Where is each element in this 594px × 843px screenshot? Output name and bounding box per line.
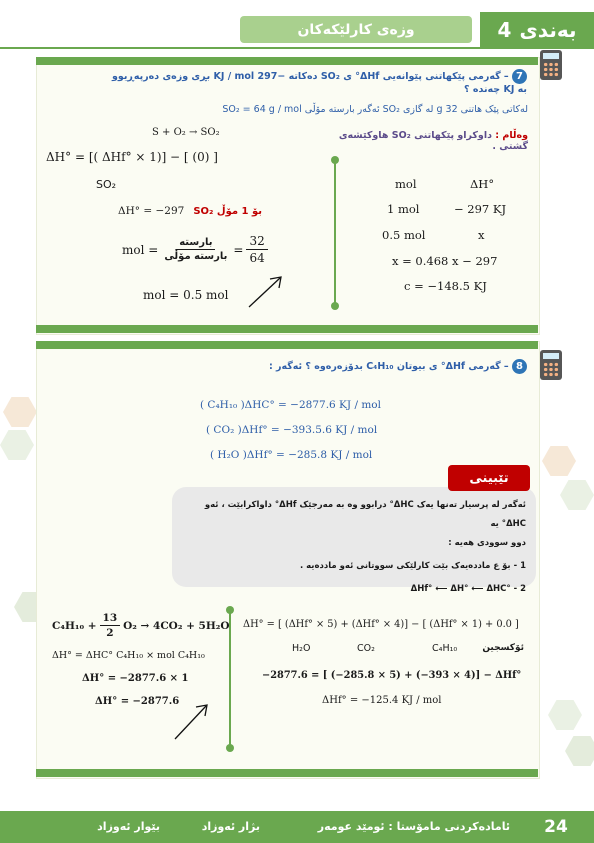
question-8-bottom-bar [36, 769, 538, 777]
combustion-equation [52, 612, 230, 639]
question-number: 8 [512, 359, 527, 374]
note-item: 1 - بۆ ع ماددەیەک بێت کارلێکی سووتانی ئەو ماددەیە . [299, 561, 526, 571]
x-calculation: x = 0.468 x − 297 [392, 254, 498, 268]
given-data-item: ( H₂O )ΔHf° = −285.8 KJ / mol [210, 449, 373, 461]
page-number: 24 [544, 817, 568, 837]
fraction-numerator: 13 [100, 612, 121, 626]
hess-substitution: −2877.6 = [ (−285.8 × 5) + (−393 × 4)] − ΔHf° [262, 670, 522, 681]
label-h2o: H₂O [292, 643, 311, 654]
decor-hexagon [0, 430, 34, 460]
fraction-numerator: بارستە [176, 237, 215, 250]
enthalpy-formula: ΔH° = [( ΔHf° × 1)] − [ (0) ] [46, 150, 218, 164]
label-co2: CO₂ [357, 643, 375, 654]
fraction-denominator: بارستە مۆڵی [164, 251, 228, 262]
calculator-icon [540, 50, 562, 80]
fraction-denominator: 64 [249, 251, 265, 265]
coefficient-fraction [100, 612, 121, 639]
question-7-bottom-bar [36, 325, 538, 333]
prepared-by: ئامادەکردنی مامۆستا : ئومێد عومەر [317, 820, 510, 833]
combustion-formula: ΔH° = ΔHC° C₄H₁₀ × mol C₄H₁₀ [52, 650, 205, 661]
author-name: بژار ئەوزاد [201, 820, 260, 833]
combustion-substitution: ΔH° = −2877.6 × 1 [82, 673, 189, 684]
note-item: ΔHf° ⟵ ΔH° ⟵ ΔHC° - 2 [410, 584, 526, 594]
decor-hexagon [542, 446, 576, 476]
dh-so2: ΔH° = −297 [118, 205, 185, 217]
given-data-list [200, 393, 381, 468]
note-line: دوو سوودی هەیە : [448, 538, 526, 548]
final-answer: c = −148.5 KJ [404, 279, 487, 293]
answer-label: وەڵام : [495, 130, 528, 141]
hess-answer: ΔHf° = −125.4 KJ / mol [322, 695, 442, 706]
section-title: وزەی کارلێکەکان [240, 16, 472, 43]
mass-ratio-fraction [161, 237, 230, 262]
question-7-panel [36, 57, 540, 335]
answer-text: داوکراو پێکهاتنی SO₂ هاوکێشەی گشتی . [338, 130, 528, 152]
question-7-heading [110, 69, 527, 95]
decor-hexagon [565, 736, 594, 766]
per-mole-label: بۆ 1 مۆڵ SO₂ [193, 206, 262, 217]
fraction-denominator: 2 [106, 627, 114, 639]
row1-dh: − 297 KJ [454, 202, 507, 216]
note-line: ئەگەر لە پرسیار تەنها یەک ΔHC° درابوو وە بە مەرجێک ΔHf° داواکرابێت ، ئەو ΔHC° یە [204, 500, 526, 529]
arrow-icon [246, 274, 286, 310]
chapter-number: 4 [497, 17, 512, 42]
mole-result: mol = 0.5 mol [143, 288, 229, 302]
author-name: بێوار ئەوزاد [97, 820, 160, 833]
numeric-fraction [246, 234, 267, 265]
decor-hexagon [3, 397, 37, 427]
divider-line [229, 610, 231, 748]
mole-calculation: mol = $\frac{\text{بارستە}}{\text{بارستە مۆڵی}}$ = $\frac{32}{64}$ [122, 234, 271, 265]
fraction-numerator: 32 [246, 234, 267, 250]
question-number: 7 [512, 69, 527, 84]
col-dh-header: ΔH° [470, 177, 495, 191]
equation-part: C₄H₁₀ + [52, 619, 97, 632]
question-8-text: – گەرمی ΔHf° ی بیوتان C₄H₁₀ بدۆزەرەوە ؟ ئەگەر : [268, 361, 509, 372]
row1-mol: 1 mol [387, 202, 420, 216]
row2-dh: x [478, 228, 485, 242]
calculator-icon [540, 350, 562, 380]
reaction-equation: S + O₂ → SO₂ [152, 127, 220, 138]
label-c4h10: C₄H₁₀ [432, 643, 458, 654]
combustion-result: ΔH° = −2877.6 [95, 696, 180, 707]
equation-part: O₂ → 4CO₂ + 5H₂O [123, 619, 230, 632]
given-data-item: ( C₄H₁₀ )ΔHC° = −2877.6 KJ / mol [200, 399, 381, 411]
mol-lhs: mol = [122, 242, 159, 257]
so2-label: SO₂ [96, 178, 117, 191]
label-oxygen: ئۆکسجین [482, 643, 524, 653]
answer-line [330, 130, 528, 152]
question-7-given: لەکاتی پێک هاتنی 32 g لە گازی SO₂ ئەگەر بارستە مۆڵی SO₂ = 64 g / mol [222, 104, 528, 115]
header-rule [0, 47, 594, 49]
row2-mol: 0.5 mol [382, 228, 426, 242]
note-content [190, 496, 526, 599]
arrow-icon [172, 702, 212, 742]
note-title: تێبینی [448, 465, 530, 491]
question-8-heading [260, 359, 527, 374]
col-mol-header: mol [395, 177, 417, 191]
given-data-item: ( CO₂ )ΔHf° = −393.5.6 KJ / mol [206, 424, 378, 436]
chapter-badge [480, 12, 594, 47]
decor-hexagon [560, 480, 594, 510]
question-7-top-bar [36, 57, 538, 65]
divider-line [334, 160, 336, 306]
chapter-label: بەندی [519, 17, 577, 42]
question-7-text: – گەرمی پێکهاتنی پێوانەیی ΔHf° ی SO₂ دەکاتە −297 KJ / mol بڕی وزەی دەرپەڕیوو بە KJ چەندە ؟ [111, 71, 527, 95]
decor-hexagon [548, 700, 582, 730]
hess-formula: ΔH° = [ (ΔHf° × 5) + (ΔHf° × 4)] − [ (ΔHf° × 1) + 0.0 ] [243, 619, 519, 630]
question-8-top-bar [36, 341, 538, 349]
